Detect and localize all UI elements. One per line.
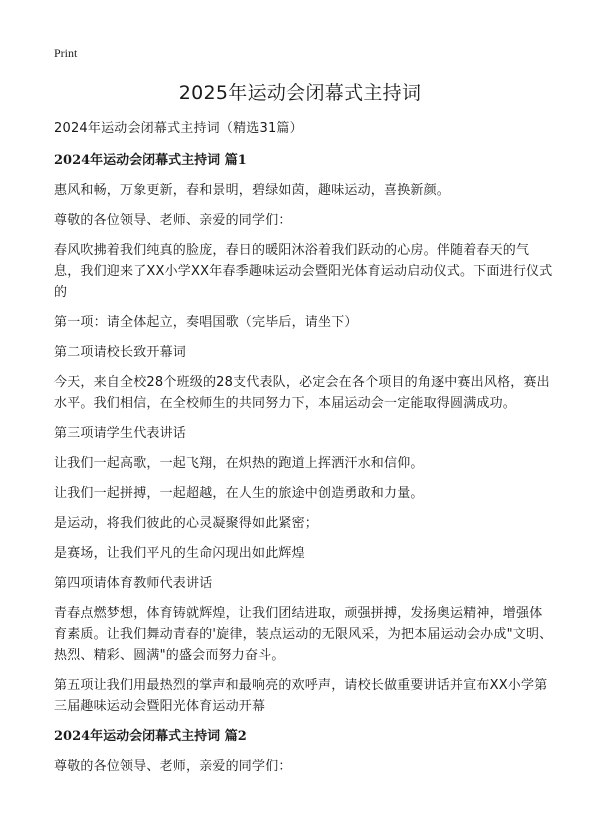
- section-heading-1: 2024年运动会闭幕式主持词 篇1: [54, 153, 247, 168]
- paragraph: 尊敬的各位领导、老师，亲爱的同学们：: [54, 759, 292, 774]
- paragraph: 青春点燃梦想，体育铸就辉煌，让我们团结进取，顽强拼搏，发扬奥运精神，增强体育素质。让我们舞动青春的'旋律，装点运动的无限风采，为把本届运动会办成"文明、热烈、精彩、圆满"的盛会而努力奋斗。: [54, 606, 553, 663]
- paragraph: 惠风和畅，万象更新，春和景明，碧绿如茵，趣味运动，喜换新颜。: [54, 183, 451, 198]
- article-subtitle: 2024年运动会闭幕式主持词（精选31篇）: [54, 121, 303, 136]
- paragraph: 是运动，将我们彼此的心灵凝聚得如此紧密；: [54, 516, 319, 531]
- paragraph: 尊敬的各位领导、老师、亲爱的同学们：: [54, 213, 292, 228]
- paragraph: 第三项请学生代表讲话: [54, 426, 187, 441]
- paragraph: 是赛场，让我们平凡的生命闪现出如此辉煌: [54, 546, 305, 561]
- paragraph: 今天，来自全校28个班级的28支代表队，必定会在各个项目的角逐中赛出风格，赛出水平。我们相信，在全校师生的共同努力下，本届运动会一定能取得圆满成功。: [54, 375, 550, 411]
- paragraph: 让我们一起高歌，一起飞翔，在炽热的跑道上挥洒汗水和信仰。: [54, 456, 424, 471]
- article-body: [54, 118, 554, 786]
- paragraph: 春风吹拂着我们纯真的脸庞，春日的暖阳沐浴着我们跃动的心房。伴随着春天的气息，我们迎来了XX小学XX年春季趣味运动会暨阳光体育运动启动仪式。下面进行仪式的: [54, 243, 553, 300]
- section-heading-2: 2024年运动会闭幕式主持词 篇2: [54, 729, 247, 744]
- paragraph: 让我们一起拼搏，一起超越，在人生的旅途中创造勇敢和力量。: [54, 486, 424, 501]
- paragraph: 第四项请体育教师代表讲话: [54, 576, 213, 591]
- page-title: 2025年运动会闭幕式主持词: [178, 82, 422, 104]
- paragraph: 第一项：请全体起立，奏唱国歌（完毕后，请坐下）: [54, 315, 358, 330]
- paragraph: 第五项让我们用最热烈的掌声和最响亮的欢呼声，请校长做重要讲话并宣布XX小学第三届趣味运动会暨阳光体育运动开幕: [54, 678, 548, 714]
- paragraph: 第二项请校长致开幕词: [54, 345, 187, 360]
- print-link[interactable]: Print: [54, 46, 78, 60]
